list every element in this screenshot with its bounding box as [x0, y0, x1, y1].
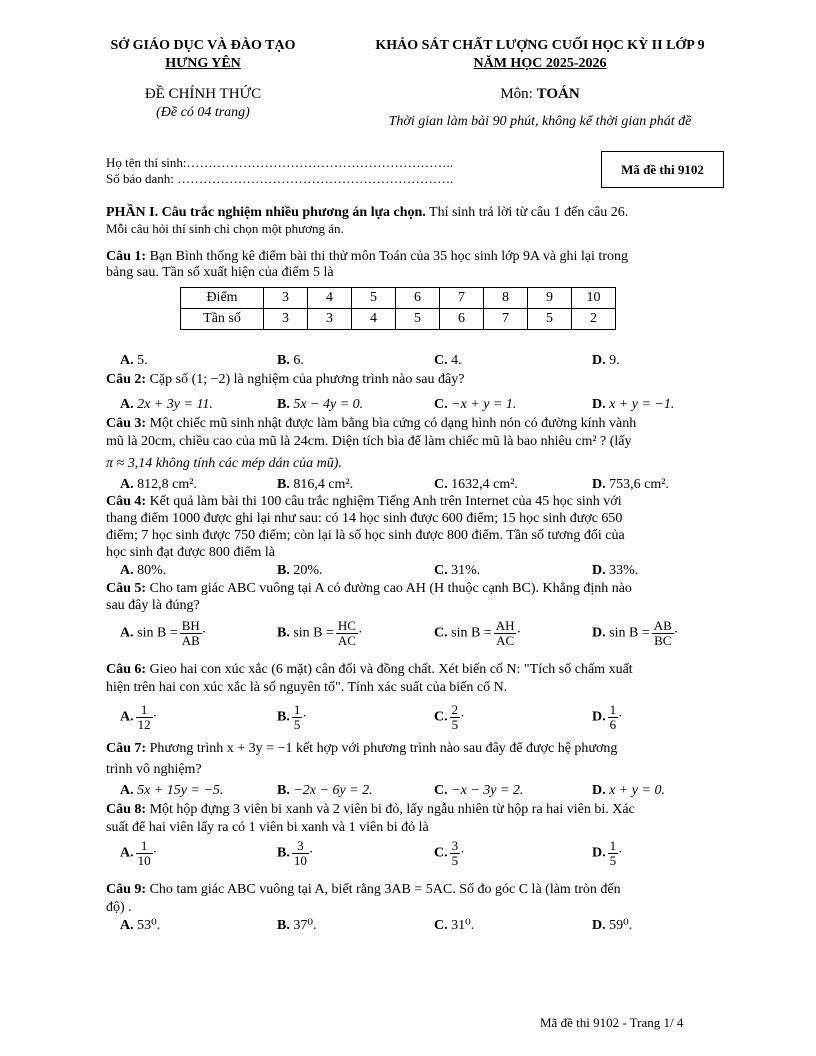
q1-option-d: D. 9.: [592, 353, 620, 368]
q5-option-d: D. sin B = $\frac{AB}{BC}$ ·: [592, 618, 679, 648]
table-cell: 2: [572, 309, 616, 330]
table-header-cell: Tần số: [181, 309, 264, 330]
q9-option-a: A. 53⁰.: [120, 918, 161, 933]
q5-option-a: A. sin B = $\frac{BH}{AB}$ ·: [120, 618, 207, 648]
table-cell: 7: [440, 288, 484, 309]
fraction: $\frac{3}{10}$: [293, 838, 307, 868]
fraction: $\frac{1}{12}$: [137, 702, 151, 732]
page-footer: Mã đề thi 9102 - Trang 1/ 4: [540, 1015, 684, 1030]
table-cell: 4: [308, 288, 352, 309]
part1-instructions: PHẦN I. Câu trắc nghiệm nhiều phương án lựa chọn. Thí sinh trả lời từ câu 1 đến câu 26.: [106, 205, 629, 220]
q7-option-c: C. −x − 3y = 2.: [434, 783, 524, 798]
question-9-text: Câu 9: Cho tam giác ABC vuông tại A, biết rằng 3AB = 5AC. Số đo góc C là (làm tròn đến: [106, 882, 621, 897]
table-cell: 4: [352, 309, 396, 330]
q8-option-b: B. $\frac{3}{10}$ ·: [277, 838, 314, 868]
subject-line: Môn: TOÁN: [500, 86, 580, 102]
q4-option-b: B. 20%.: [277, 563, 323, 578]
q3-option-c: C. 1632,4 cm².: [434, 477, 518, 492]
table-cell: 5: [352, 288, 396, 309]
q2-option-b: B. 5x − 4y = 0.: [277, 397, 364, 412]
q6-option-d: D. $\frac{1}{6}$ ·: [592, 702, 623, 732]
question-5-text: Câu 5: Cho tam giác ABC vuông tại A có đường cao AH (H thuộc cạnh BC). Khẳng định nào: [106, 581, 632, 596]
school-year: NĂM HỌC 2025-2026: [473, 56, 607, 71]
fraction: $\frac{1}{5}$: [293, 702, 301, 732]
question-8-text: Câu 8: Một hộp đựng 3 viên bi xanh và 2 viên bi đỏ, lấy ngẫu nhiên từ hộp ra hai viên bi. Xác: [106, 802, 635, 817]
exam-title: KHẢO SÁT CHẤT LƯỢNG CUỐI HỌC KỲ II LỚP 9: [375, 38, 705, 53]
q9-option-d: D. 59⁰.: [592, 918, 633, 933]
question-4-text-2: thang điểm 1000 được ghi lại như sau: có 14 học sinh được 600 điểm; 15 học sinh được 650: [106, 511, 623, 526]
department-name: SỞ GIÁO DỤC VÀ ĐÀO TẠO: [110, 38, 296, 53]
question-9-text-2: độ) .: [106, 900, 132, 915]
q2-option-a: A. 2x + 3y = 11.: [120, 397, 213, 412]
table-cell: 9: [528, 288, 572, 309]
question-7-text: Câu 7: Phương trình x + 3y = −1 kết hợp với phương trình nào sau đây để được hệ phương: [106, 741, 618, 756]
q6-option-a: A. $\frac{1}{12}$ ·: [120, 702, 158, 732]
fraction: $\frac{1}{6}$: [609, 702, 617, 732]
q8-option-c: C. $\frac{3}{5}$ ·: [434, 838, 465, 868]
q1-option-b: B. 6.: [277, 353, 304, 368]
q1-option-c: C. 4.: [434, 353, 462, 368]
q9-option-c: C. 31⁰.: [434, 918, 475, 933]
q5-option-c: C. sin B = $\frac{AH}{AC}$ ·: [434, 618, 522, 648]
subject-name: TOÁN: [536, 86, 580, 102]
question-1-text-2: bảng sau. Tần số xuất hiện của điểm 5 là: [106, 265, 334, 280]
question-5-text-2: sau đây là đúng?: [106, 598, 200, 613]
fraction: $\frac{1}{5}$: [609, 838, 617, 868]
q6-option-b: B. $\frac{1}{5}$ ·: [277, 702, 308, 732]
part1-instructions-2: Mỗi câu hỏi thí sinh chỉ chọn một phương án.: [106, 221, 344, 236]
fraction: $\frac{2}{5}$: [451, 702, 459, 732]
q8-option-a: A. $\frac{1}{10}$ ·: [120, 838, 158, 868]
q1-option-a: A. 5.: [120, 353, 148, 368]
question-7-text-2: trình vô nghiệm?: [106, 762, 202, 777]
table-cell: 6: [396, 288, 440, 309]
fraction: $\frac{3}{5}$: [451, 838, 459, 868]
question-4-text-4: học sinh đạt được 800 điểm là: [106, 545, 275, 560]
question-3-text: Câu 3: Một chiếc mũ sinh nhật được làm bằng bìa cứng có dạng hình nón có đường kính vành: [106, 416, 637, 431]
score-table: [180, 287, 616, 330]
table-cell: 3: [264, 288, 308, 309]
time-note: Thời gian làm bài 90 phút, không kể thời gian phát đề: [388, 114, 692, 129]
fraction: $\frac{AH}{AC}$: [495, 618, 515, 648]
fraction: $\frac{1}{10}$: [137, 838, 151, 868]
question-6-text: Câu 6: Gieo hai con xúc xắc (6 mặt) cân đối và đồng chất. Xét biến cố N: "Tích số chấm xuất: [106, 662, 633, 677]
question-4-text-3: điểm; 7 học sinh được 750 điểm; còn lại là số học sinh được 800 điểm. Tần số tương đối của: [106, 528, 625, 543]
q9-option-b: B. 37⁰.: [277, 918, 317, 933]
table-header-cell: Điểm: [181, 288, 264, 309]
question-1-text: Câu 1: Bạn Bình thống kê điểm bài thi thử môn Toán của 35 học sinh lớp 9A và ghi lại trong: [106, 249, 628, 264]
question-3-text-3: π ≈ 3,14 không tính các mép dán của mũ).: [106, 456, 342, 471]
table-cell: 8: [484, 288, 528, 309]
question-3-text-2: mũ là 20cm, chiều cao của mũ là 24cm. Diện tích bìa để làm chiếc mũ là bao nhiêu cm² ? (lấy: [106, 434, 632, 449]
q4-option-d: D. 33%.: [592, 563, 639, 578]
question-2-text: Câu 2: Cặp số (1; −2) là nghiệm của phương trình nào sau đây?: [106, 372, 465, 387]
q3-option-a: A. 812,8 cm².: [120, 477, 197, 492]
q3-option-d: D. 753,6 cm².: [592, 477, 669, 492]
q7-option-d: D. x + y = 0.: [592, 783, 665, 798]
fraction: $\frac{AB}{BC}$: [653, 618, 672, 648]
table-cell: 5: [396, 309, 440, 330]
province-name: HƯNG YÊN: [165, 56, 241, 71]
question-8-text-2: suất để hai viên lấy ra có 1 viên bi xanh và 1 viên bi đỏ là: [106, 820, 429, 835]
q8-option-d: D. $\frac{1}{5}$ ·: [592, 838, 623, 868]
table-cell: 7: [484, 309, 528, 330]
fraction: $\frac{HC}{AC}$: [337, 618, 356, 648]
q2-option-c: C. −x + y = 1.: [434, 397, 517, 412]
q4-option-a: A. 80%.: [120, 563, 167, 578]
q6-option-c: C. $\frac{2}{5}$ ·: [434, 702, 465, 732]
q2-option-d: D. x + y = −1.: [592, 397, 675, 412]
official-label: ĐỀ CHÍNH THỨC: [144, 86, 262, 102]
fraction: $\frac{BH}{AB}$: [181, 618, 200, 648]
exam-code-box: Mã đề thi 9102: [601, 151, 724, 188]
table-cell: 3: [264, 309, 308, 330]
q4-option-c: C. 31%.: [434, 563, 481, 578]
table-row: [181, 288, 616, 309]
table-row: [181, 309, 616, 330]
q7-option-a: A. 5x + 15y = −5.: [120, 783, 224, 798]
page-count-note: (Đề có 04 trang): [156, 105, 250, 120]
question-4-text: Câu 4: Kết quả làm bài thi 100 câu trắc nghiệm Tiếng Anh trên Internet của 45 học sinh với: [106, 494, 622, 509]
candidate-id-field: Số báo danh: ……………………………………………………….: [106, 171, 454, 186]
table-cell: 10: [572, 288, 616, 309]
q7-option-b: B. −2x − 6y = 2.: [277, 783, 373, 798]
question-6-text-2: hiện trên hai con xúc xắc là số nguyên tố". Tính xác suất của biến cố N.: [106, 680, 508, 695]
table-cell: 3: [308, 309, 352, 330]
q5-option-b: B. sin B = $\frac{HC}{AC}$ ·: [277, 618, 363, 648]
q3-option-b: B. 816,4 cm².: [277, 477, 354, 492]
table-cell: 5: [528, 309, 572, 330]
table-cell: 6: [440, 309, 484, 330]
candidate-name-field: Họ tên thí sinh:……………………………………………………..: [106, 155, 454, 170]
